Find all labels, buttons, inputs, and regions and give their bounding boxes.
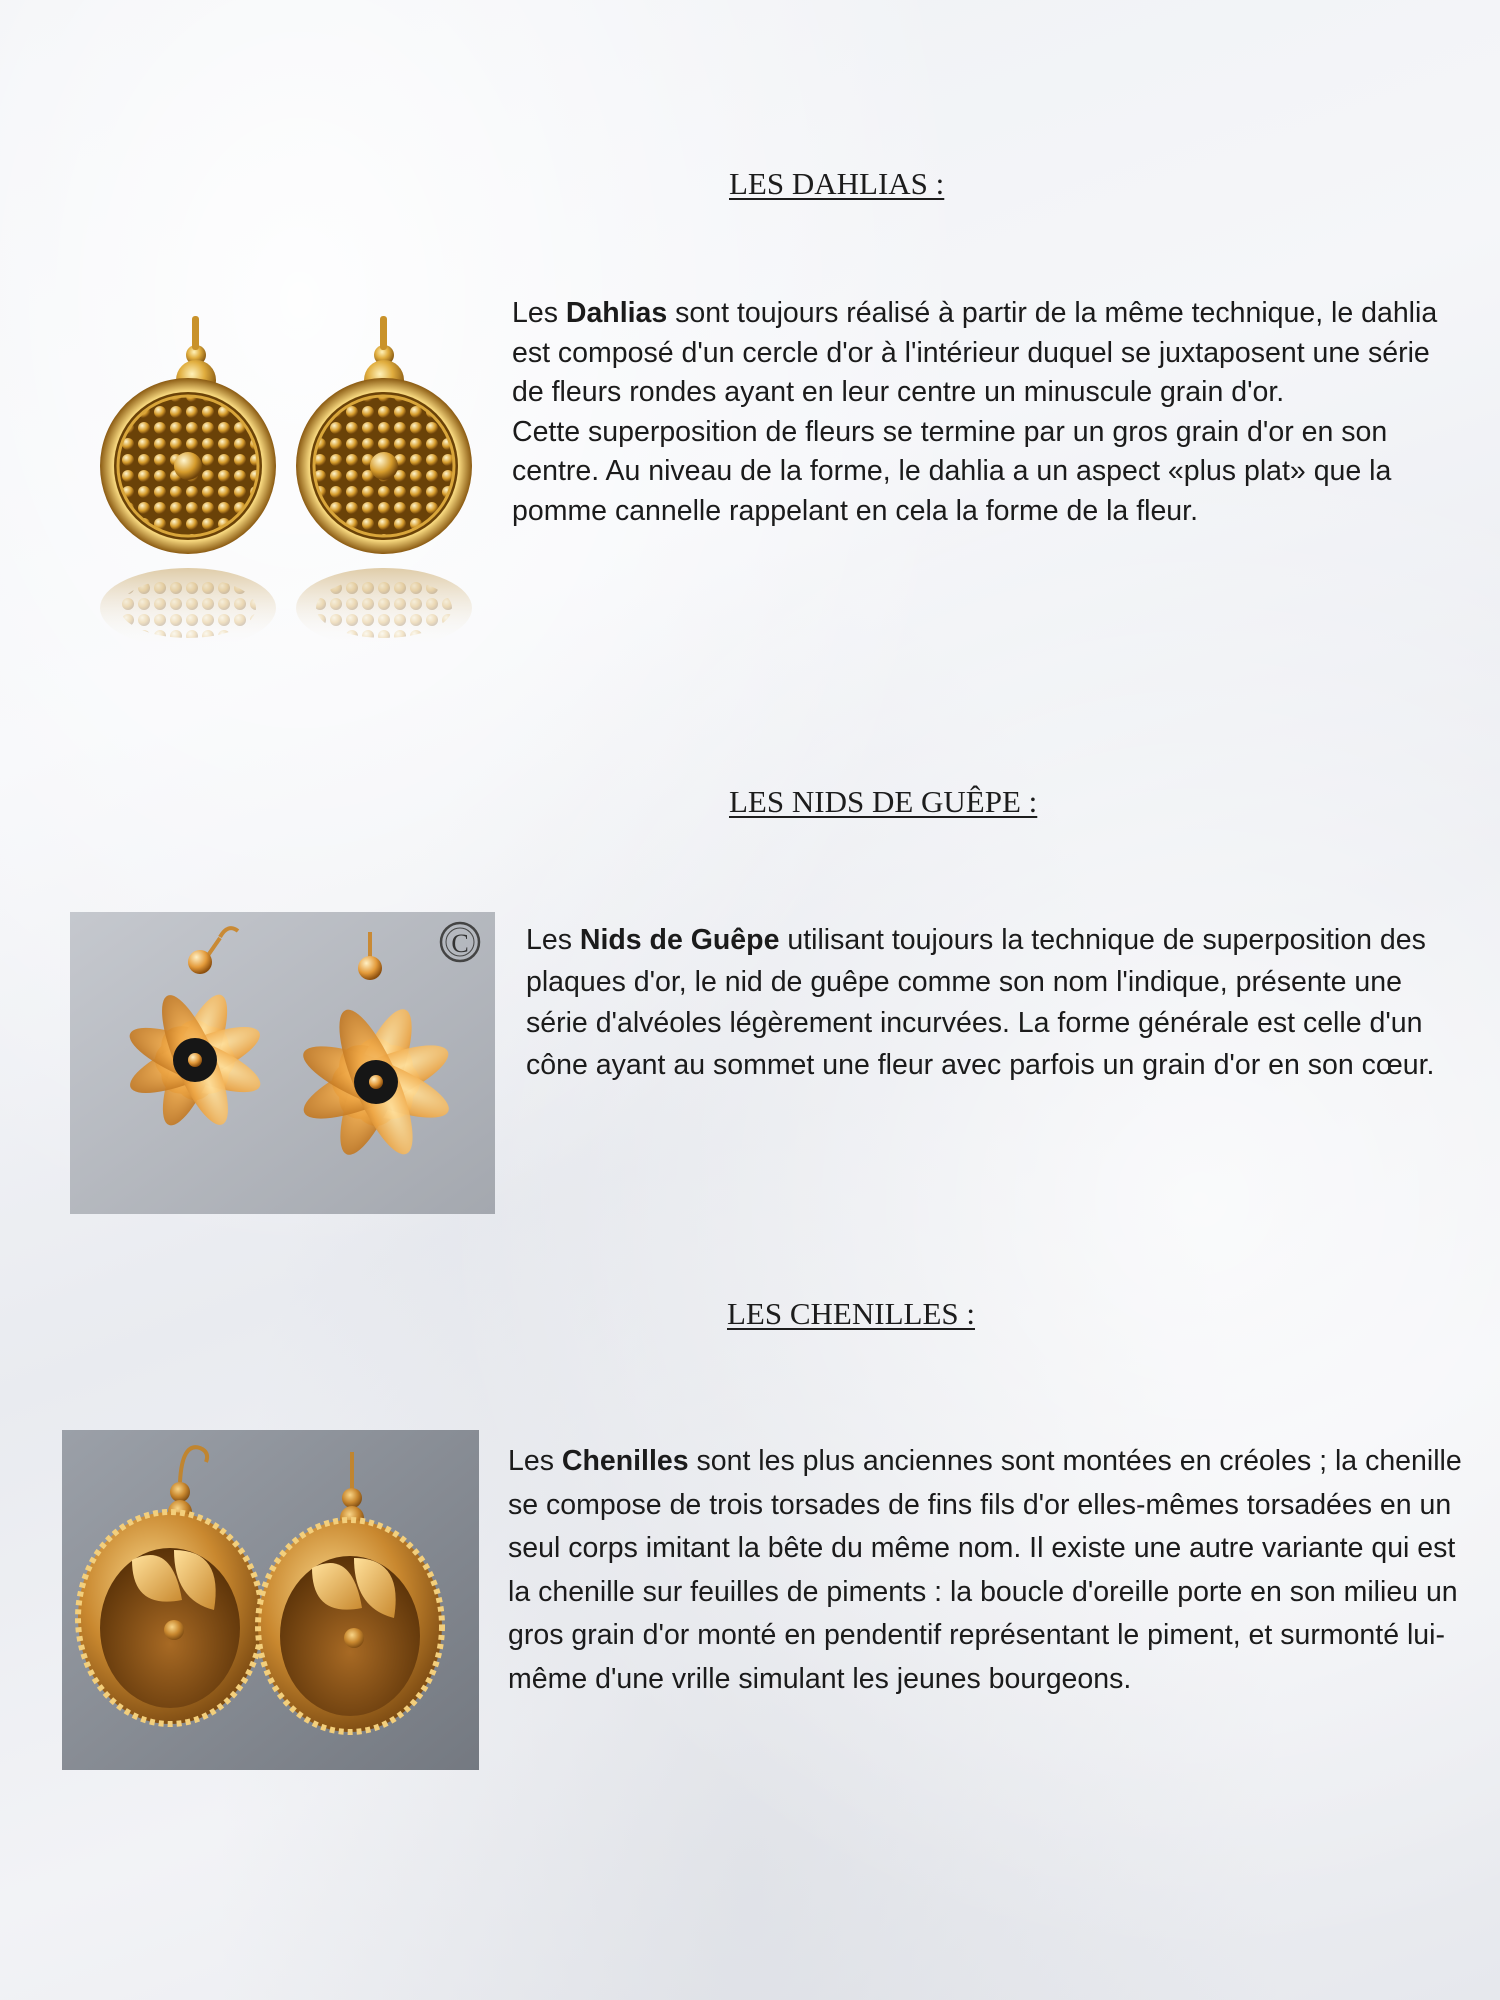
dahlia-right xyxy=(296,316,472,644)
term-nids-de-guepe: Nids de Guêpe xyxy=(579,924,780,956)
term-chenilles: Chenilles xyxy=(561,1445,689,1477)
svg-text:C: C xyxy=(451,929,469,958)
photo-nids-de-guepe-earrings xyxy=(70,912,495,1214)
paragraph-nids-de-guepe: Les Nids de Guêpe utilisant toujours la technique de superposition des plaques d'or, le nid de guêpe comme son nom l'indique, présente une série d'alvéoles légèrement incurvées. La forme générale est celle d'un cône ayant au sommet une fleur avec parfois un grain d'or en son cœur. xyxy=(526,924,1435,1081)
photo-dahlias-earrings xyxy=(88,308,480,644)
nid-de-guepe-earrings-illustration xyxy=(70,912,495,1214)
heading-dahlias: LES DAHLIAS : xyxy=(729,166,945,201)
heading-chenilles: LES CHENILLES : xyxy=(727,1296,975,1331)
paragraph-dahlias: Les Dahlias sont toujours réalisé à partir de la même technique, le dahlia est composé d'un cercle d'or à l'intérieur duquel se juxtaposent une série de fleurs rondes ayant en leur centre un minuscule grain d'or. Cette superposition de fleurs se termine par un gros grain d'or en son centre. Au niveau de la forme, le dahlia a un aspect «plus plat» que la pomme cannelle rappelant en cela la forme de la fleur. xyxy=(512,297,1438,527)
dahlia-earrings-illustration xyxy=(88,308,480,644)
paragraph-chenilles: Les Chenilles sont les plus anciennes sont montées en créoles ; la chenille se compose de trois torsades de fins fils d'or elles-mêmes torsadées en un seul corps imitant la bête du même nom. Il existe une autre variante qui est la chenille sur feuilles de piments : la boucle d'oreille porte en son milieu un gros grain d'or monté en pendentif représentant le piment, et surmonté lui-même d'une vrille simulant les jeunes bourgeons. xyxy=(508,1445,1462,1695)
term-dahlias: Dahlias xyxy=(565,297,668,329)
chenille-earrings-illustration xyxy=(62,1430,479,1770)
dahlia-left xyxy=(100,316,276,644)
photo-chenilles-earrings xyxy=(62,1430,479,1770)
heading-nids-de-guepe: LES NIDS DE GUÊPE : xyxy=(729,784,1038,819)
